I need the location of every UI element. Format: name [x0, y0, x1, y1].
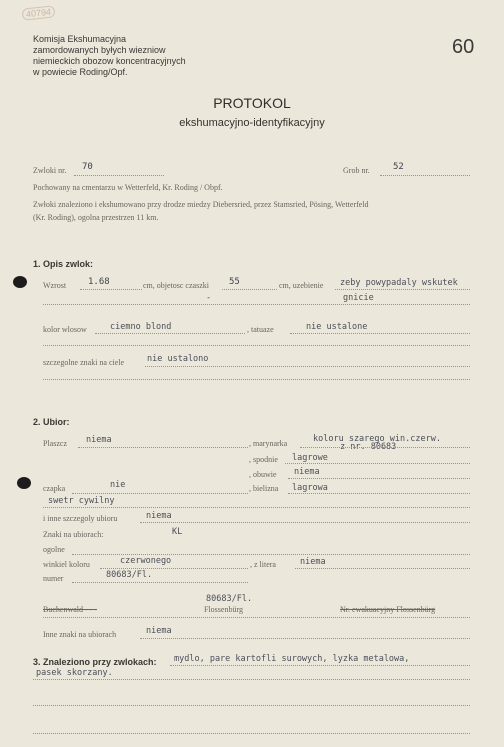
header-line-4: w powiecie Roding/Opf. [33, 67, 128, 77]
ewakuacyjny-label: Nr. ewakuacyjny Flossenbürg [340, 605, 436, 614]
section-2-title: 2. Ubior: [33, 417, 70, 427]
znaleziono-line-1: Zwłoki znaleziono i ekshumowano przy drodze miedzy Diebersried, przez Stamsried, Pösing, Wetterfeld [33, 200, 369, 209]
ogolne-label: ogolne [43, 545, 65, 554]
grob-label: Grob nr. [343, 166, 370, 175]
znaki-ubior-label: Znaki na ubiorach: [43, 530, 104, 539]
document-title: PROTOKOL [213, 95, 291, 111]
section-3-title: 3. Znaleziono przy zwlokach: [33, 657, 157, 667]
buchenwald-label: Buchenwald - - - [43, 605, 97, 614]
litera-value: niema [300, 557, 326, 567]
bielizna-value: lagrowa [292, 483, 328, 493]
uzebienie-value-2: gnicie [343, 293, 374, 303]
inne-szczegoly-value: niema [146, 511, 172, 521]
dash-mark: - [206, 293, 212, 303]
numer-value: 80683/Fl. [106, 570, 153, 580]
spodnie-label: , spodnie [249, 455, 278, 464]
marynarka-value-1: koloru szarego win.czerw. [313, 434, 441, 444]
section-3-value-2: pasek skorzany. [36, 668, 113, 678]
grob-value: 52 [393, 162, 404, 172]
inne-znaki-value: niema [146, 626, 172, 636]
flossenburg-value: 80683/Fl. [206, 594, 253, 604]
marynarka-value-2: z nr. 80683 [340, 442, 397, 452]
wlosy-label: kolor wlosow [43, 325, 87, 334]
header-line-2: zamordowanych byłych wiezniow [33, 45, 166, 55]
znaki-ciele-label: szczegolne znaki na ciele [43, 358, 125, 367]
pochowany-text: Pochowany na cmentarzu w Wetterfeld, Kr. Roding / Obpf. [33, 183, 223, 192]
commission-header [33, 34, 186, 78]
zwloki-label: Zwloki nr. [33, 166, 67, 175]
numer-label: numer [43, 574, 64, 583]
czapka-value: nie [110, 480, 126, 490]
winkiel-label: winkiel koloru [43, 560, 90, 569]
obuwie-value: niema [294, 467, 320, 477]
znaleziono-line-2: (Kr. Roding), ogolna przestrzen 11 km. [33, 213, 159, 222]
wlosy-value: ciemno blond [110, 322, 172, 332]
litera-label: , z litera [250, 560, 276, 569]
plaszcz-label: Plaszcz [43, 439, 67, 448]
archive-stamp: 40794 [21, 5, 55, 20]
plaszcz-value: niema [86, 435, 112, 445]
obuwie-label: , obuwie [249, 470, 277, 479]
wzrost-label: Wzrost [43, 281, 67, 290]
znaki-ubior-value: KL [172, 527, 183, 537]
header-line-3: niemieckich obozow koncentracyjnych [33, 56, 186, 66]
sweter-value: swetr cywilny [48, 496, 115, 506]
header-line-1: Komisja Ekshumacyjna [33, 34, 127, 44]
winkiel-value: czerwonego [120, 556, 172, 566]
spodnie-value: lagrowe [292, 453, 328, 463]
section-3-value-1: mydlo, pare kartofli surowych, lyzka metalowa, [174, 654, 410, 664]
page-number: 60 [452, 36, 475, 58]
zwloki-value: 70 [82, 162, 93, 172]
inne-znaki-label: Inne znaki na ubiorach [43, 630, 117, 639]
tatuaze-value: nie ustalone [306, 322, 368, 332]
wzrost-value: 1.68 [88, 277, 110, 287]
section-1-title: 1. Opis zwlok: [33, 259, 94, 269]
document-subtitle: ekshumacyjno-identyfikacyjny [179, 117, 325, 129]
bielizna-label: , bielizna [249, 484, 279, 493]
znaki-ciele-value: nie ustalono [147, 354, 209, 364]
cm-label-1: cm, objetosc czaszki [143, 281, 209, 290]
tatuaze-label: , tatuaze [247, 325, 274, 334]
czaszka-value: 55 [229, 277, 240, 287]
cm-label-2: cm, uzebienie [279, 281, 324, 290]
flossenburg-label: Flossenbürg [204, 605, 243, 614]
inne-szczegoly-label: i inne szczegoly ubioru [43, 514, 118, 523]
uzebienie-value-1: zeby powypadaly wskutek [340, 278, 458, 288]
marynarka-label: , marynarka [249, 439, 288, 448]
czapka-label: czapka [43, 484, 66, 493]
